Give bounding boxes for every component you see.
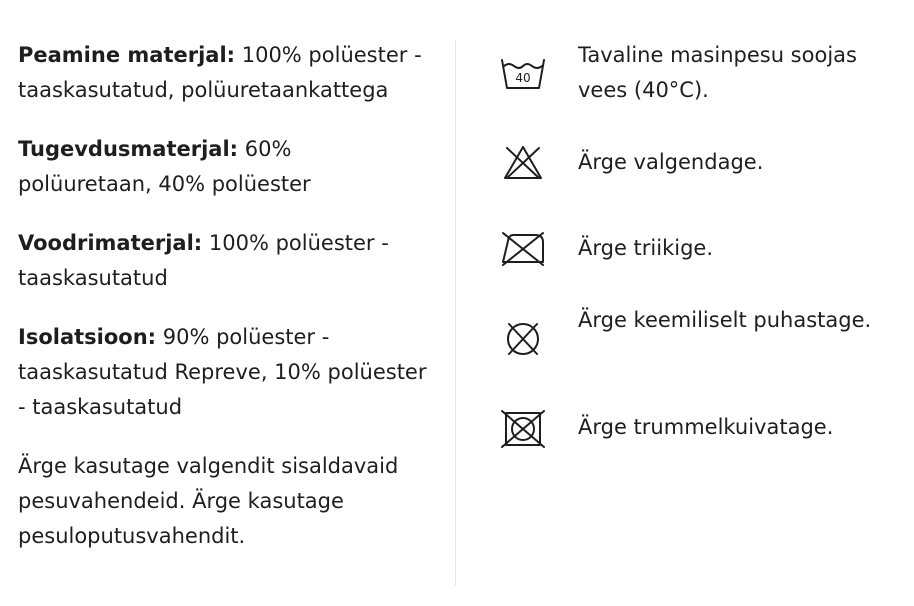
care-text-wash: Tavaline masinpesu soojas vees (40°C). (578, 43, 857, 102)
material-label: Voodrimaterjal: (18, 231, 203, 255)
material-label: Tugevdusmaterjal: (18, 137, 239, 161)
materials-column (18, 38, 428, 578)
material-main (18, 38, 428, 108)
material-reinforcement (18, 132, 428, 202)
material-insulation (18, 320, 428, 425)
material-value: 60% polüuretaan, 40% polüester (18, 137, 311, 196)
wash-temperature-label: 40 (515, 71, 531, 85)
no-iron-icon (499, 229, 547, 267)
care-text-bleach: Ärge valgendage. (578, 150, 764, 174)
wash-40-icon (499, 54, 547, 92)
material-value: 100% polüester - taaskasutatud (18, 231, 389, 290)
no-bleach-icon (499, 144, 547, 182)
care-text-iron: Ärge triikige. (578, 236, 714, 260)
material-label: Peamine materjal: (18, 43, 236, 67)
no-tumble-dry-icon (499, 410, 547, 448)
no-dry-clean-icon (499, 320, 547, 358)
care-text-dry-clean: Ärge keemiliselt puhastage. (578, 308, 872, 332)
care-text-tumble-dry: Ärge trummelkuivatage. (578, 415, 834, 439)
material-label: Isolatsioon: (18, 325, 157, 349)
material-lining (18, 226, 428, 296)
care-note: Ärge kasutage valgendit sisaldavaid pesuvahendeid. Ärge kasutage pesuloputusvahendit. (18, 454, 399, 548)
column-divider (455, 40, 456, 586)
material-value: 90% polüester - taaskasutatud Repreve, 10% polüester - taaskasutatud (18, 325, 427, 419)
material-value: 100% polüester - taaskasutatud, polüuretaankattega (18, 43, 422, 102)
